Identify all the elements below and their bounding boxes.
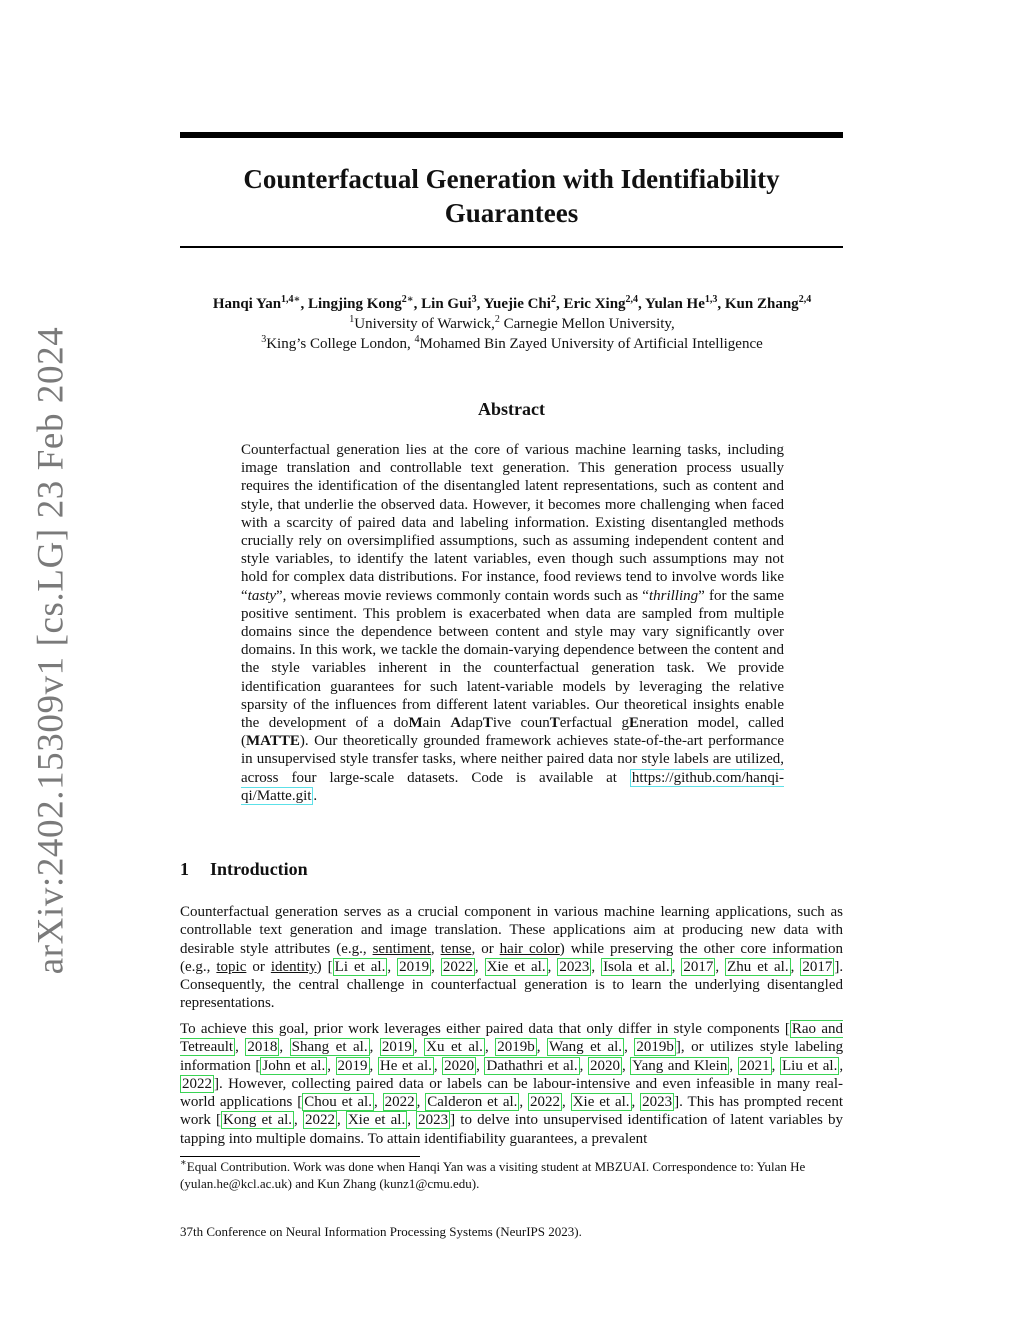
text-run: or [246, 958, 271, 975]
text-run: , [562, 1094, 571, 1111]
text-run: , [369, 1039, 380, 1056]
citation-link[interactable]: 2019 [337, 1057, 368, 1074]
text-run: , [624, 1039, 635, 1056]
text-run: , [407, 1112, 417, 1129]
text-run: , [413, 1039, 425, 1056]
affil-sup: 3 [261, 334, 267, 345]
citation-link[interactable]: Xie et al. [486, 958, 546, 975]
text-run: , [579, 1057, 588, 1074]
venue-line: 37th Conference on Neural Information Processing Systems (NeurIPS 2023). [180, 1224, 582, 1239]
title-rule-top [180, 132, 843, 138]
author-affil-sup: 2∗ [401, 294, 414, 305]
abstract-run: ive coun [492, 715, 550, 732]
citation-link[interactable]: 2017 [802, 958, 833, 975]
abstract-italic-tasty: tasty [247, 587, 277, 604]
affiliation-cmu: Carnegie Mellon University, [499, 316, 675, 332]
citation-link[interactable]: Xie et al. [347, 1112, 406, 1129]
citation-link[interactable]: Xu et al. [426, 1039, 483, 1056]
author-affil-sup: 1,3 [704, 294, 718, 305]
citation-link[interactable]: Wang et al. [549, 1039, 623, 1056]
abstract-run: Counterfactual generation lies at the core of various machine learning tasks, including image translation and controllable text generation. This generation process usually requires the identification of the disentangled latent representations, such as content and style, that underlie the observed data. However, it becomes more challenging when faced with a scarcity of paired data and labeling information. Existing disentangled methods crucially rely on oversimplified assumptions, such as assuming independent content and style variables, to identify the latent variables, even though such assumptions may not hold for complex data distributions. For instance, food reviews tend to involve words like “ [241, 442, 784, 604]
author-sep: , [413, 296, 422, 312]
text-run: , [839, 1057, 844, 1074]
abstract-run: ain [422, 715, 451, 732]
abstract-run: ” for the same positive sentiment. This problem is exacerbated when data are sampled from multiple domains since the dependence between content and style may vary significantly over domains. In this work, we tackle the domain-varying dependence between the content and the style variables inherent in the counterfactual generation task. We provide identification guarantees for such latent-variable models by leveraging the relative sparsity of the influences from different latent variables. Our theoretical insights enable the development of a do [241, 587, 784, 732]
citation-link[interactable]: Yang and Klein [632, 1057, 728, 1074]
citation-link[interactable]: 2021 [739, 1057, 770, 1074]
acronym-letter: T [482, 715, 493, 732]
text-run: , [433, 1057, 443, 1074]
section-heading-introduction [180, 859, 308, 880]
text-run: , [790, 958, 801, 975]
text-run: , [547, 958, 558, 975]
text-run: , [519, 1094, 529, 1111]
text-run: , [336, 1112, 346, 1129]
text-run: ) while preserving the other core information (e.g., [180, 940, 844, 975]
citation-link[interactable]: 2017 [683, 958, 714, 975]
footnote-rule [180, 1156, 420, 1157]
text-run: , [715, 958, 726, 975]
abstract-run: ”, whereas movie reviews commonly contain words such as “ [276, 587, 649, 604]
citation-link[interactable]: 2018 [247, 1039, 278, 1056]
citation-link[interactable]: 2020 [589, 1057, 620, 1074]
author-affil-sup: 2,4 [798, 294, 812, 305]
abstract-text [241, 441, 784, 805]
citation-link[interactable]: 2022 [442, 958, 473, 975]
author-block [150, 294, 874, 354]
citation-link[interactable]: 2019 [399, 958, 430, 975]
citation-link[interactable]: He et al. [379, 1057, 432, 1074]
author-sep: , [555, 296, 564, 312]
citation-link[interactable]: 2023 [642, 1094, 673, 1111]
text-run: , [671, 958, 682, 975]
text-run: ] to delve into unsupervised identification of latent variables by tapping into multiple domains. To attain identifiability guarantees, a prevalent [180, 1112, 844, 1147]
author-name: Kun Zhang [724, 296, 799, 312]
affiliation-kcl: King’s College London, [266, 336, 415, 352]
text-run: , [621, 1057, 631, 1074]
section-title: Introduction [210, 859, 308, 879]
section-number: 1 [180, 859, 189, 879]
affiliation-warwick: University of Warwick, [354, 316, 495, 332]
author-sep: , [476, 296, 484, 312]
text-run: , [279, 1039, 290, 1056]
citation-link[interactable]: Isola et al. [603, 958, 670, 975]
text-run: , [536, 1039, 547, 1056]
text-run: , [474, 958, 485, 975]
title-line-1: Counterfactual Generation with Identifiability [243, 164, 780, 194]
title-line-2: Guarantees [444, 198, 579, 228]
citation-link[interactable]: 2022 [182, 1075, 212, 1092]
affil-sup: 4 [414, 334, 420, 345]
citation-link[interactable]: Kong et al. [222, 1112, 293, 1129]
abstract-run: erfactual g [559, 715, 630, 732]
text-run: , [476, 1057, 485, 1074]
text-run: , [430, 940, 441, 957]
citation-link[interactable]: John et al. [262, 1057, 326, 1074]
arxiv-stamp: arXiv:2402.15309v1 [cs.LG] 23 Feb 2024 [30, 326, 72, 974]
affiliation-line-1 [150, 314, 874, 334]
citation-link[interactable]: Li et al. [334, 958, 386, 975]
underlined-term: tense [440, 940, 472, 957]
text-run: ) [ [316, 958, 333, 975]
abstract-run: ). Our theoretically grounded framework achieves state-of-the-art performance in unsupervised style transfer tasks, where neither paired data nor style labels are utilized, across four large-scale datasets. Code is available at [241, 733, 784, 786]
citation-link[interactable]: 2019b [636, 1039, 674, 1056]
abstract-run: neration model, called ( [241, 715, 784, 750]
text-run: , [369, 1057, 378, 1074]
text-run: ]. However, collecting paired data or labels can be labour-intensive and even infeasible in many real-world applications [ [180, 1075, 843, 1111]
intro-paragraph-2 [180, 1020, 843, 1148]
acronym-letter: T [549, 715, 560, 732]
abstract-run: . [313, 787, 318, 804]
author-affil-sup: 2,4 [625, 294, 639, 305]
footnote-mark: ∗ [180, 1157, 187, 1169]
acronym-letter: M [408, 715, 423, 732]
underlined-term: sentiment [372, 940, 431, 957]
text-run: ], or utilizes style labeling information [ [180, 1039, 844, 1074]
acronym-letter: E [629, 715, 640, 732]
citation-link[interactable]: 2019b [497, 1039, 535, 1056]
author-name: Hanqi Yan [212, 296, 282, 312]
citation-link[interactable]: 2020 [444, 1057, 475, 1074]
text-run: , [416, 1094, 426, 1111]
author-name: Lin Gui [421, 296, 472, 312]
abstract-run: dap [461, 715, 483, 732]
text-run: , [631, 1094, 641, 1111]
author-affil-sup: 1,4 [281, 294, 294, 305]
citation-link[interactable]: 2022 [304, 1112, 335, 1129]
citation-link[interactable]: 2019 [381, 1039, 412, 1056]
citation-link[interactable]: Dathathri et al. [486, 1057, 578, 1074]
footnote-text: Equal Contribution. Work was done when Hanqi Yan was a visiting student at MBZUAI. Correspondence to: Yulan He (yulan.he@kcl.ac.uk) and Kun Zhang (kunz1@cmu.edu). [180, 1159, 806, 1191]
citation-link[interactable]: Rao and Tetreault [180, 1021, 843, 1056]
citation-link[interactable]: Xie et al. [572, 1094, 630, 1111]
underlined-term: topic [216, 958, 247, 975]
citation-link[interactable]: 2022 [384, 1094, 415, 1111]
citation-link[interactable]: 2022 [530, 1094, 561, 1111]
text-run: ]. Consequently, the central challenge in counterfactual generation is to learn the underlying disentangled representations. [180, 958, 844, 1012]
affil-sup: 2 [494, 314, 500, 325]
intro-paragraph-1 [180, 903, 843, 1013]
text-run: To achieve this goal, prior work leverages either paired data that only differ in style components [ [180, 1021, 790, 1037]
text-run: Counterfactual generation serves as a crucial component in various machine learning applications, such as controllable text generation and image translation. These applications aim at producing new data with desirable style attributes (e.g., [180, 904, 843, 957]
code-link[interactable]: https://github.com/hanqi-qi/Matte.git [241, 769, 784, 804]
acronym-letter: A [450, 715, 462, 732]
abstract-heading: Abstract [478, 399, 545, 419]
author-sep: , [300, 296, 308, 312]
text-run: , [484, 1039, 496, 1056]
author-name: Yulan He [645, 296, 705, 312]
author-affil-sup: 3 [471, 294, 477, 305]
underlined-term: identity [270, 958, 317, 975]
citation-link[interactable]: Calderon et al. [427, 1094, 518, 1111]
text-run: , or [471, 940, 500, 957]
citation-link[interactable]: Zhu et al. [727, 958, 789, 975]
author-name: Lingjing Kong [307, 296, 402, 312]
citation-link[interactable]: Shang et al. [291, 1039, 368, 1056]
author-sep: , [717, 296, 725, 312]
arxiv-stamp-container [26, 326, 76, 974]
citation-link[interactable]: 2023 [418, 1112, 449, 1129]
citation-link[interactable]: Chou et al. [304, 1094, 372, 1111]
affiliation-line-2 [150, 334, 874, 354]
paper-title [180, 162, 843, 230]
author-sep: , [638, 296, 645, 312]
citation-link[interactable]: 2023 [559, 958, 590, 975]
abstract-italic-thrilling: thrilling [648, 587, 699, 604]
footnote [180, 1159, 843, 1192]
author-names [150, 294, 874, 314]
author-name: Yuejie Chi [483, 296, 551, 312]
text-run: , [431, 958, 441, 975]
text-run: , [771, 1057, 780, 1074]
title-rule-bottom [180, 246, 843, 248]
text-run: , [729, 1057, 738, 1074]
author-name: Eric Xing [563, 296, 626, 312]
text-run: , [235, 1039, 246, 1056]
model-name-matte: MATTE [246, 733, 300, 750]
underlined-term: hair color [499, 940, 560, 957]
affiliation-mbzuai: Mohamed Bin Zayed University of Artificial Intelligence [419, 336, 763, 352]
author-mark: ∗ [293, 294, 301, 305]
text-run: , [387, 958, 398, 975]
citation-link[interactable]: Liu et al. [781, 1057, 838, 1074]
affil-sup: 1 [349, 314, 355, 325]
text-run: , [327, 1057, 336, 1074]
text-run: , [591, 958, 602, 975]
author-affil-sup: 2 [550, 294, 556, 305]
text-run: ]. This has prompted recent work [ [180, 1094, 843, 1129]
text-run: , [294, 1112, 303, 1129]
text-run: , [373, 1094, 383, 1111]
